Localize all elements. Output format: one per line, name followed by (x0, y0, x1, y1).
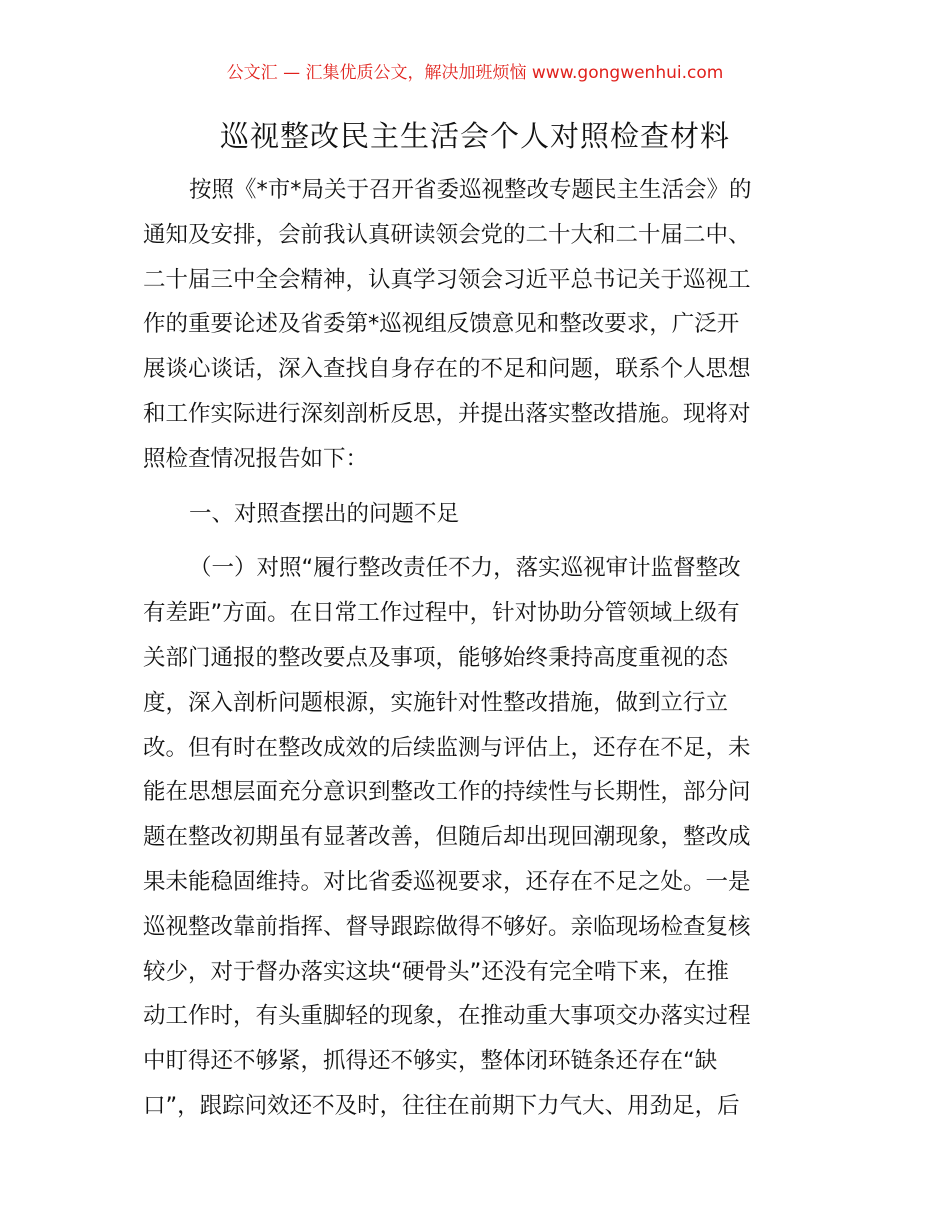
paragraph-line: 有差距”方面。在日常工作过程中，针对协助分管领域上级有 (143, 600, 740, 627)
paragraph-line: 果未能稳固维持。对比省委巡视要求，还存在不足之处。一是 (143, 868, 751, 895)
paragraph-line: 中盯得还不够紧，抓得还不够实，整体闭环链条还存在“缺 (143, 1048, 718, 1075)
document-title: 巡视整改民主生活会个人对照检查材料 (219, 119, 730, 153)
header-banner: 公文汇 — 汇集优质公文，解决加班烦恼 www.gongwenhui.com (226, 63, 724, 83)
intro-paragraph (143, 168, 815, 482)
paragraph-line: 二十届三中全会精神，认真学习领会习近平总书记关于巡视工 (143, 266, 751, 293)
paragraph-line: 通知及安排，会前我认真研读领会党的二十大和二十届二中、 (143, 221, 751, 248)
paragraph-line: 和工作实际进行深刻剖析反思，并提出落实整改措施。现将对 (143, 400, 751, 427)
paragraph-line: 改。但有时在整改成效的后续监测与评估上，还存在不足，未 (143, 734, 751, 761)
paragraph-line: 按照《*市*局关于召开省委巡视整改专题民主生活会》的 (189, 177, 752, 203)
paragraph-line: 展谈心谈话，深入查找自身存在的不足和问题，联系个人思想 (143, 356, 751, 383)
paragraph-line: 关部门通报的整改要点及事项，能够始终秉持高度重视的态 (143, 644, 729, 671)
paragraph-line: 度，深入剖析问题根源，实施针对性整改措施，做到立行立 (143, 689, 729, 716)
paragraph-line: 较少，对于督办落实这块“硬骨头”还没有完全啃下来，在推 (143, 958, 729, 985)
paragraph-line: 题在整改初期虽有显著改善，但随后却出现回潮现象，整改成 (143, 824, 751, 851)
problem-paragraph (143, 546, 815, 1128)
spacer (143, 536, 815, 546)
paragraph-line: 口”，跟踪问效还不及时，往往在前期下力气大、用劲足，后 (143, 1092, 740, 1119)
document-body (143, 168, 815, 1129)
paragraph-line: （一）对照“履行整改责任不力，落实巡视审计监督整改 (189, 555, 741, 582)
paragraph-line: 动工作时，有头重脚轻的现象，在推动重大事项交办落实过程 (143, 1003, 751, 1030)
paragraph-line: 作的重要论述及省委第*巡视组反馈意见和整改要求，广泛开 (143, 311, 740, 338)
spacer (143, 482, 815, 492)
section-heading: 一、对照查摆出的问题不足 (189, 500, 460, 527)
paragraph-line: 巡视整改靠前指挥、督导跟踪做得不够好。亲临现场检查复核 (143, 913, 751, 940)
paragraph-line: 照检查情况报告如下： (143, 445, 369, 472)
paragraph-line: 能在思想层面充分意识到整改工作的持续性与长期性，部分问 (143, 779, 751, 806)
